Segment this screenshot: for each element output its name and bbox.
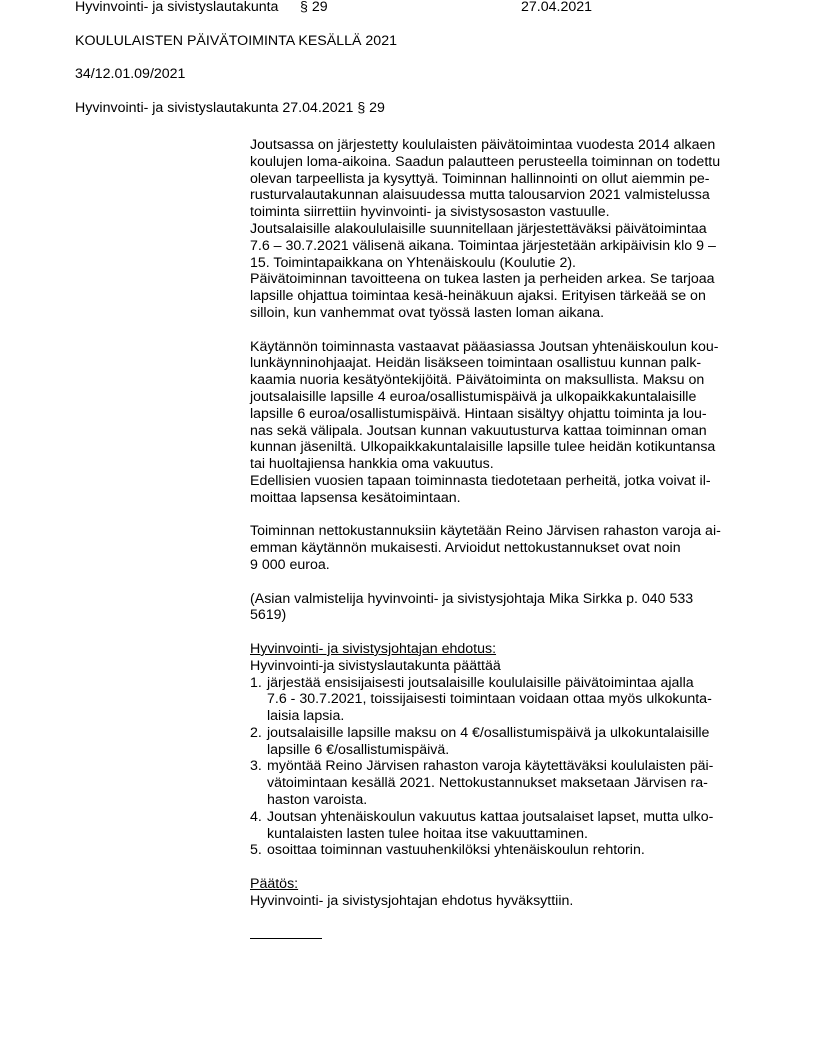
- text-line: toiminta siirrettiin hyvinvointi- ja sivistysosaston vastuulle.: [250, 204, 610, 221]
- proposal-item: [250, 842, 750, 859]
- text-line: 7.6 - 30.7.2021, toissijaisesti toimintaan voidaan ottaa myös ulkokunta-: [267, 691, 712, 708]
- text-line: joutsalaisille lapsille maksu on 4 €/osallistumispäivä ja ulkokuntalaisille: [267, 724, 710, 741]
- text-line: kunnan jäseniltä. Ulkopaikkakuntalaisille lapsille tulee heidän kotikuntansa: [250, 439, 716, 456]
- text-line: lapsille 6 €/osallistumispäivä.: [267, 741, 450, 758]
- end-rule: [250, 926, 322, 939]
- item-number: 5.: [250, 842, 262, 859]
- proposal-item: [250, 758, 750, 808]
- proposal-section: [250, 641, 750, 859]
- paragraph-preparer: [250, 591, 750, 625]
- decision-text: Hyvinvointi- ja sivistysjohtajan ehdotus hyväksyttiin.: [250, 892, 574, 909]
- text-line: järjestää ensisijaisesti joutsalaisille koululaisille päivätoimintaa ajalla: [267, 674, 694, 691]
- proposal-intro: Hyvinvointi-ja sivistyslautakunta päättää: [250, 657, 501, 674]
- meeting-reference: Hyvinvointi- ja sivistyslautakunta 27.04.2021 § 29: [75, 100, 385, 116]
- record-number: 34/12.01.09/2021: [75, 66, 186, 82]
- text-line: laisia lapsia.: [267, 708, 345, 725]
- text-line: moittaa lapsensa kesätoimintaan.: [250, 489, 461, 506]
- text-line: lapsille 6 euroa/osallistumispäivä. Hintaan sisältyy ohjattu toiminta ja lou-: [250, 405, 707, 422]
- item-number: 1.: [250, 674, 262, 691]
- paragraph-costs: [250, 523, 750, 573]
- text-line: Joutsan yhtenäiskoulun vakuutus kattaa joutsalaiset lapset, mutta ulko-: [267, 808, 714, 825]
- proposal-item: [250, 809, 750, 843]
- text-line: Toiminnan nettokustannuksiin käytetään Reino Järvisen rahaston varoja ai-: [250, 523, 721, 540]
- text-line: joutsalaisille lapsille 4 euroa/osallistumispäivä ja ulkopaikkakuntalaisille: [250, 388, 697, 405]
- header-board: Hyvinvointi- ja sivistyslautakunta: [75, 0, 279, 15]
- text-line: nas sekä välipala. Joutsan kunnan vakuutusturva kattaa toiminnan oman: [250, 422, 707, 439]
- text-line: 5619): [250, 607, 287, 624]
- text-line: tai huoltajiensa hankkia oma vakuutus.: [250, 456, 494, 473]
- body-text: [250, 137, 750, 943]
- text-line: osoittaa toiminnan vastuuhenkilöksi yhtenäiskoulun rehtorin.: [267, 842, 645, 859]
- text-line: Päivätoiminnan tavoitteena on tukea lasten ja perheiden arkea. Se tarjoaa: [250, 271, 715, 288]
- paragraph-practicalities: [250, 339, 750, 507]
- document-title: KOULULAISTEN PÄIVÄTOIMINTA KESÄLLÄ 2021: [75, 33, 397, 49]
- header-section: § 29: [300, 0, 328, 15]
- text-line: emman käytännön mukaisesti. Arvioidut nettokustannukset ovat noin: [250, 540, 681, 557]
- proposal-item: [250, 675, 750, 725]
- text-line: lapsille ohjattua toimintaa kesä-heinäkuun ajaksi. Erityisen tärkeää se on: [250, 288, 706, 305]
- text-line: silloin, kun vanhemmat ovat työssä lasten loman aikana.: [250, 304, 605, 321]
- text-line: Joutsalaisille alakoululaisille suunnitellaan järjestettäväksi päivätoimintaa: [250, 220, 707, 237]
- proposal-heading: Hyvinvointi- ja sivistysjohtajan ehdotus:: [250, 640, 497, 657]
- text-line: (Asian valmistelija hyvinvointi- ja sivistysjohtaja Mika Sirkka p. 040 533: [250, 590, 694, 607]
- text-line: rusturvalautakunnan alaisuudessa mutta talousarvion 2021 valmistelussa: [250, 187, 710, 204]
- decision-section: [250, 876, 750, 910]
- text-line: Joutsassa on järjestetty koululaisten päivätoimintaa vuodesta 2014 alkaen: [250, 137, 716, 153]
- text-line: lunkäynninohjaajat. Heidän lisäkseen toimintaan osallistuu kunnan palk-: [250, 355, 702, 372]
- item-number: 3.: [250, 758, 262, 775]
- paragraph-background: [250, 137, 750, 322]
- item-number: 4.: [250, 808, 262, 825]
- text-line: kuntalaisten lasten tulee hoitaa itse vakuuttaminen.: [267, 825, 588, 842]
- text-line: 15. Toimintapaikkana on Yhtenäiskoulu (Koulutie 2).: [250, 254, 576, 271]
- text-line: vätoimintaan kesällä 2021. Nettokustannukset maksetaan Järvisen ra-: [267, 775, 708, 792]
- text-line: 7.6 – 30.7.2021 välisenä aikana. Toimintaa järjestetään arkipäivisin klo 9 –: [250, 237, 716, 254]
- item-number: 2.: [250, 724, 262, 741]
- text-line: Käytännön toiminnasta vastaavat pääasiassa Joutsan yhtenäiskoulun kou-: [250, 338, 719, 355]
- header-date: 27.04.2021: [521, 0, 593, 15]
- text-line: haston varoista.: [267, 792, 368, 809]
- text-line: myöntää Reino Järvisen rahaston varoja käytettäväksi koululaisten päi-: [267, 758, 714, 775]
- proposal-item: [250, 725, 750, 759]
- text-line: olevan tarpeellista ja kysyttyä. Toiminnan hallinnointi on ollut aiemmin pe-: [250, 170, 710, 187]
- text-line: koulujen loma-aikoina. Saadun palautteen perusteella toiminnan on todettu: [250, 153, 721, 170]
- text-line: kaamia nuoria kesätyöntekijöitä. Päivätoiminta on maksullista. Maksu on: [250, 372, 705, 389]
- text-line: 9 000 euroa.: [250, 556, 330, 573]
- decision-heading: Päätös:: [250, 876, 299, 893]
- text-line: Edellisien vuosien tapaan toiminnasta tiedotetaan perheitä, jotka voivat il-: [250, 472, 711, 489]
